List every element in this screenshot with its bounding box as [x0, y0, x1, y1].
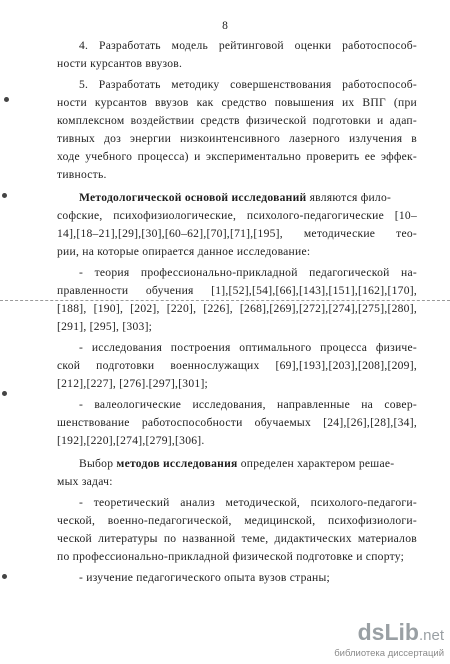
text-line: ческой литературы по названной теме, дидактических материалов — [57, 532, 417, 545]
margin-mark — [4, 97, 9, 102]
text-line: рии, на которые опирается данное исследование: — [57, 245, 311, 258]
dslib-logo — [326, 620, 444, 648]
paragraph-lead — [57, 189, 417, 207]
margin-mark — [2, 193, 7, 198]
text-line: тивность. — [57, 168, 107, 181]
text-line: [192],[220],[274],[279],[306]. — [57, 434, 205, 447]
text-line: комплексном воздействии средств физической подготовки и адап- — [57, 114, 417, 127]
text-span: являются фило- — [306, 191, 392, 204]
text-line: ской подготовки военнослужащих [69],[193],[203],[208],[209], — [57, 359, 417, 372]
text-line: ности курсантов ввузов. — [57, 57, 183, 70]
text-line: - теория профессионально-прикладной педагогической на- — [79, 266, 417, 279]
text-line: 4. Разработать модель рейтинговой оценки работоспособ- — [79, 39, 417, 52]
text-line: тивных доз энергии низкоинтенсивного лазерного излучения в — [57, 132, 417, 145]
paragraph-lead — [57, 455, 417, 473]
text-line: мых задач: — [57, 475, 113, 488]
text-line: 14],[18–21],[29],[30],[60–62],[70],[71],[195], методические тео- — [57, 227, 417, 240]
text-line: 5. Разработать методику совершенствования работоспособ- — [79, 78, 417, 91]
text-line: ческой, военно-педагогической, медицинской, психофизиологи- — [57, 514, 417, 527]
page-number: 8 — [222, 20, 228, 32]
text-line: правленности обучения [1],[52],[54],[66],[143],[151],[162],[170], — [57, 284, 417, 297]
text-line: [188], [190], [202], [220], [226], [268],[269],[272],[274],[275],[280], — [57, 302, 417, 315]
logo-net: .net — [418, 627, 444, 644]
text-span: Выбор — [79, 457, 117, 470]
bold-term: методов исследования — [116, 457, 238, 470]
logo-lib: Lib — [384, 619, 419, 645]
text-line: ходе учебного процесса) и экспериментально проверить ее эффек- — [57, 150, 417, 163]
logo-ds: ds — [357, 619, 385, 645]
bold-term: Методологической основой исследований — [79, 191, 307, 204]
watermark — [326, 620, 444, 660]
document-body — [57, 37, 417, 587]
text-line: [291], [295], [303]; — [57, 320, 153, 333]
text-line: по профессионально-прикладной физической подготовке и спорту; — [57, 550, 405, 563]
text-line: [212],[227], [276].[297],[301]; — [57, 377, 209, 390]
text-line: - теоретический анализ методической, психолого-педагоги- — [79, 496, 417, 509]
text-line: - исследования построения оптимального процесса физиче- — [79, 341, 417, 354]
text-line: софские, психофизиологические, психолого-педагогические [10– — [57, 209, 417, 222]
text-line: ности курсантов ввузов как средство повышения их ВПГ (при — [57, 96, 417, 109]
text-line: - изучение педагогического опыта вузов страны; — [79, 571, 331, 584]
text-line: - валеологические исследования, направленные на совер- — [79, 398, 417, 411]
text-span: определен характером решае- — [237, 457, 395, 470]
margin-mark — [2, 574, 7, 579]
text-line: шенствование работоспособности обучаемых [24],[26],[28],[34], — [57, 416, 417, 429]
margin-mark — [2, 391, 7, 396]
watermark-subtitle: библиотека диссертаций — [334, 648, 444, 659]
